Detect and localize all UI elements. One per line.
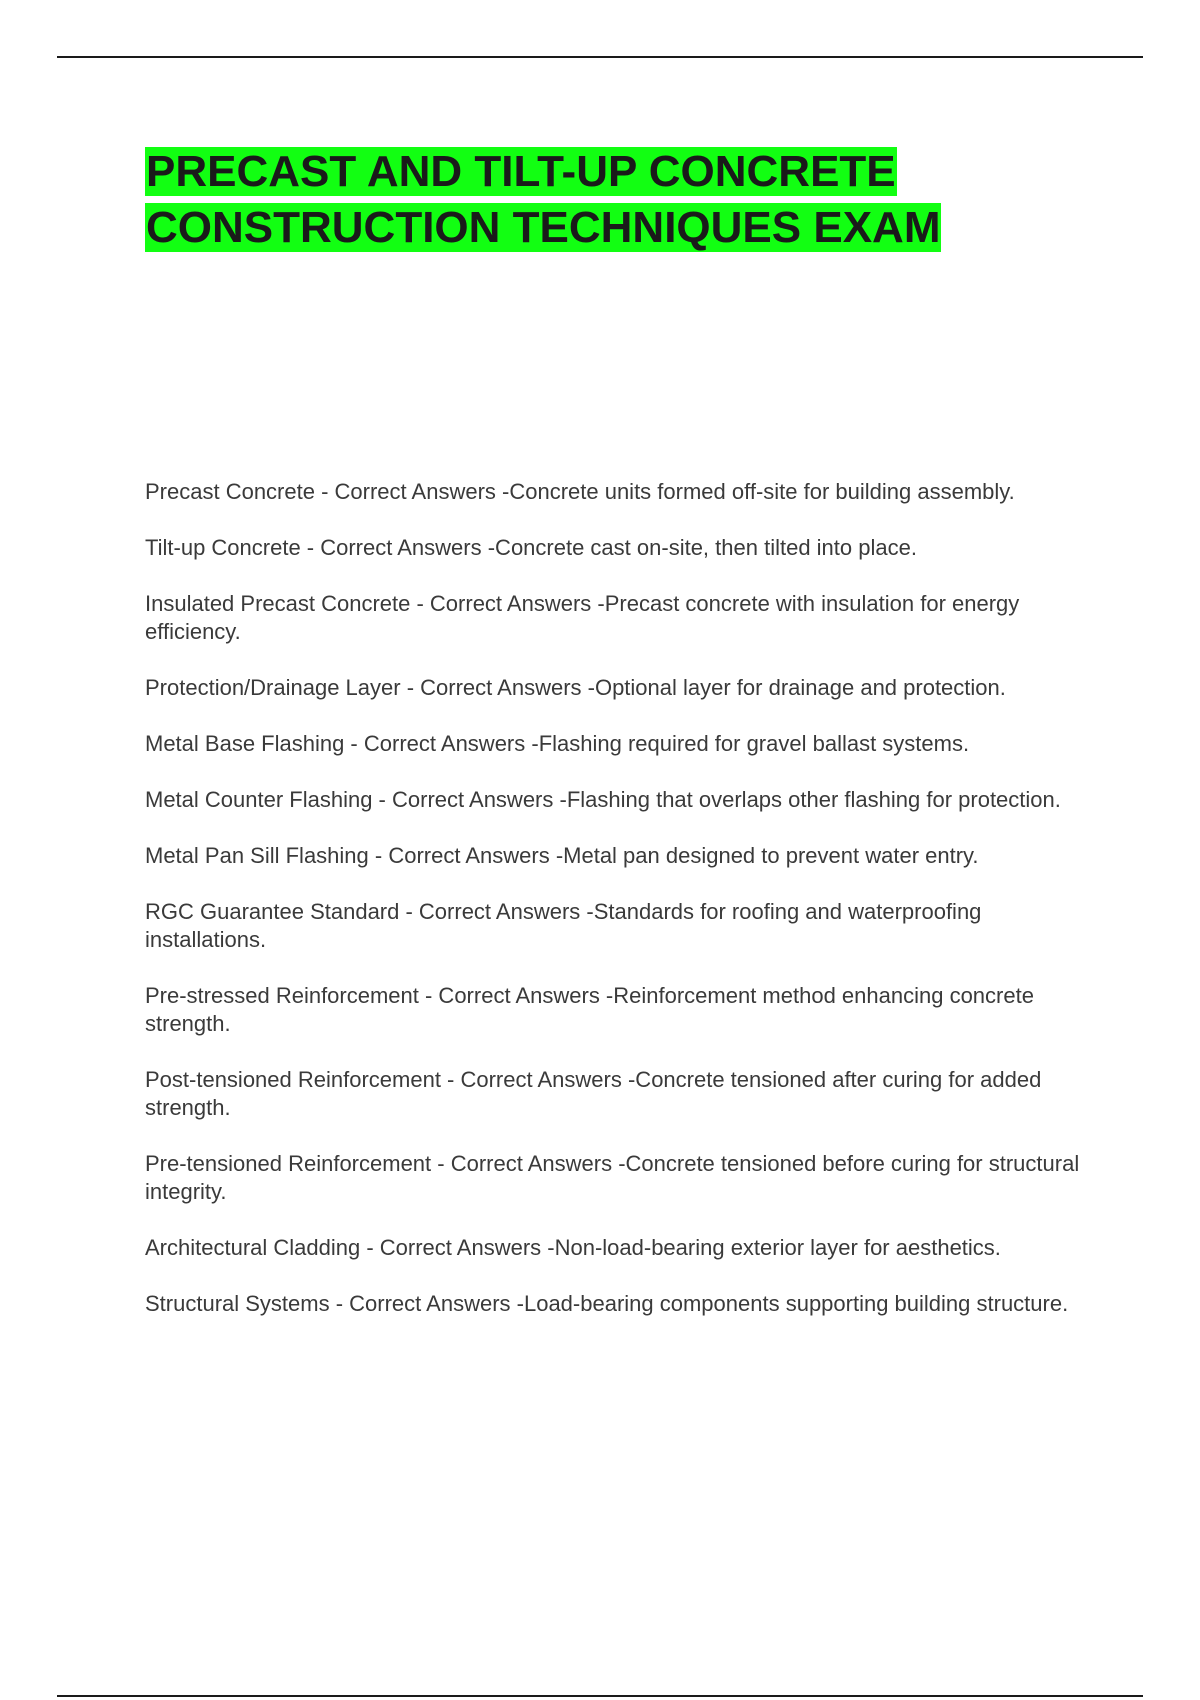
qa-item: Structural Systems - Correct Answers -Load-bearing components supporting building structure. [145,1291,1069,1316]
title-highlight: PRECAST AND TILT-UP CONCRETE CONSTRUCTION TECHNIQUES EXAM [146,147,941,252]
qa-item: Metal Counter Flashing - Correct Answers -Flashing that overlaps other flashing for protection. [145,787,1061,812]
qa-item: Pre-stressed Reinforcement - Correct Answers -Reinforcement method enhancing concrete strength. [145,983,1034,1036]
page-title [145,144,1105,256]
qa-list [145,478,1095,1346]
qa-item: Architectural Cladding - Correct Answers -Non-load-bearing exterior layer for aesthetics. [145,1235,1001,1260]
qa-item: Post-tensioned Reinforcement - Correct Answers -Concrete tensioned after curing for added strength. [145,1067,1042,1120]
qa-item: Metal Pan Sill Flashing - Correct Answers -Metal pan designed to prevent water entry. [145,843,979,868]
qa-item: Metal Base Flashing - Correct Answers -Flashing required for gravel ballast systems. [145,731,970,756]
qa-item: Precast Concrete - Correct Answers -Concrete units formed off-site for building assembly. [145,479,1015,504]
qa-item: Protection/Drainage Layer - Correct Answers -Optional layer for drainage and protection. [145,675,1006,700]
qa-item: Insulated Precast Concrete - Correct Answers -Precast concrete with insulation for energy efficiency. [145,591,1020,644]
qa-item: Pre-tensioned Reinforcement - Correct Answers -Concrete tensioned before curing for structural integrity. [145,1151,1080,1204]
qa-item: Tilt-up Concrete - Correct Answers -Concrete cast on-site, then tilted into place. [145,535,917,560]
bottom-rule [57,1695,1143,1697]
qa-item: RGC Guarantee Standard - Correct Answers -Standards for roofing and waterproofing installations. [145,899,982,952]
top-rule [57,56,1143,58]
